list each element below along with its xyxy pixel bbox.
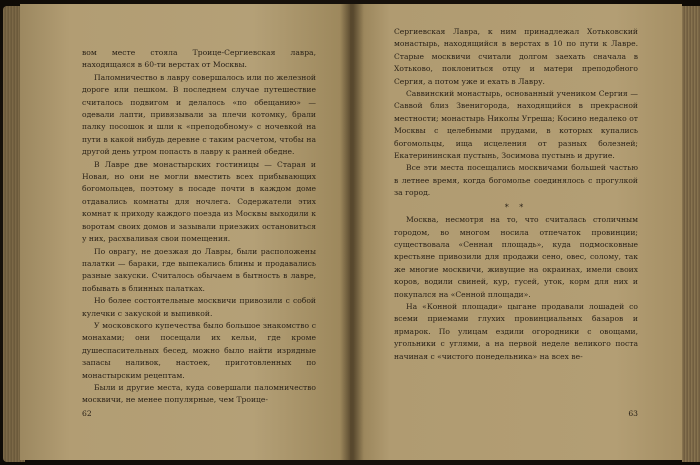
paragraph: У московского купечества было большое знакомство с монахами; они посещали их кельи, где кроме душеспасительных бесед, можно было найти изрядные запасы наливок, настоек, приготовленных по монастырским рецептам. [82, 320, 316, 380]
paragraph: Но более состоятельные москвичи привозили с собой кулечки с закуской и выпивкой. [82, 296, 316, 318]
paragraph: Были и другие места, куда совершали паломничество москвичи, не менее популярные, чем Троице- [82, 382, 316, 405]
page-number: 63 [628, 408, 638, 418]
paragraph: Москва, несмотря на то, что считалась столичным городом, во многом носила отпечаток провинции; существовала «Сенная площадь», куда подмосковные крестьяне привозили для продажи сено, овес, солому, так же многие москвичи, живущие на окраинах, имели своих коров, водили свиней, кур, гусей, уток, корм для них и покупался на «Сенной площади». [394, 215, 638, 299]
book-gutter [340, 4, 364, 460]
section-separator: * * [504, 202, 528, 212]
paragraph: По оврагу, не доезжая до Лавры, были расположены палатки — бараки, где выпекались блины и продавались разные закуски. Считалось обычаем в бытность в лавре, побывать в блинных палатках. [82, 246, 316, 293]
page-number: 62 [82, 408, 92, 418]
right-page [350, 4, 682, 460]
paragraph: Паломничество в лавру совершалось или по железной дороге или пешком. В последнем случае путешествие считалось подвигом и делалось «по обещанию» — одевали лапти, привязывали за плечи котомку, брали палку посошок и шли к «преподобному» с ночевкой на пути в какой нибудь деревне с таким расчетом, чтобы на другой день утром попасть в лавру к ранней обедне. [82, 72, 316, 157]
paragraph: Саввинский монастырь, основанный учеником Сергия — Саввой близ Звенигорода, находящийся в прекрасной местности; монастырь Николы Угреша; Косино недалеко от Москвы с целебными прудами, в которых купались богомольцы, ища исцеления от разных болезней; Екатерининская пустынь, Зосимова пустынь и другие. [394, 89, 638, 161]
paragraph: вом месте стояла Троице-Сергиевская лавра, находящаяся в 60-ти верстах от Москвы. [82, 48, 316, 70]
paragraph: Все эти места посещались москвичами большей частью в летнее время, когда богомолье соединялось с прогулкой за город. [394, 163, 638, 198]
left-page [20, 4, 352, 460]
paragraph: В Лавре две монастырских гостиницы — Старая и Новая, но они не могли вместить всех прибывающих богомольцев, поэтому в посаде почти в каждом доме отдавались комнаты для ночлега. Содержатели этих комнат к приходу каждого поезда из Москвы выходили к воротам своих домов и зазывали приезжих остановиться у них, расхваливая свои помещения. [82, 159, 316, 244]
paragraph: На «Конной площади» цыгане продавали лошадей со всеми приемами глухих провинциальных базаров и ярмарок. По улицам ездили огородники с овощами, угольники с углями, а на первой неделе великого поста начиная с «чистого понедельника» на всех ве- [394, 301, 638, 361]
paragraph: Сергиевская Лавра, к ним принадлежал Хотьковский монастырь, находящийся в верстах в 10 по пути к Лавре. Старые москвичи считали долгом заехать сначала в Хотьково, поклониться отцу и матери преподобного Сергия, а потом уже и ехать в Лавру. [394, 27, 638, 86]
book-edge-right [682, 6, 700, 462]
